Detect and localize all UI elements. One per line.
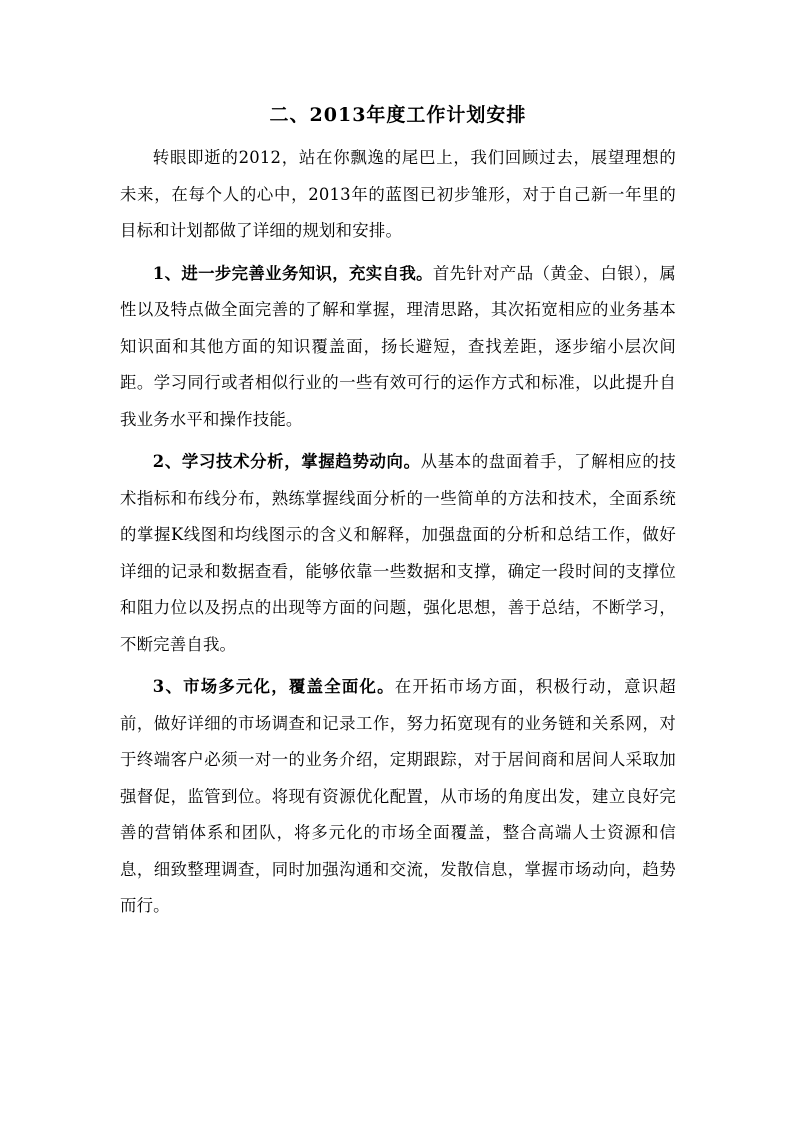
document-title: 二、2013年度工作计划安排 <box>269 104 527 126</box>
document-page <box>120 100 676 925</box>
intro-paragraph: 转眼即逝的2012，站在你飘逸的尾巴上，我们回顾过去，展望理想的未来，在每个人的心中，2013年的蓝图已初步雏形，对于自己新一年里的目标和计划都做了详细的规划和安排。 <box>120 148 676 240</box>
section-1-body: 首先针对产品（黄金、白银），属性以及特点做全面完善的了解和掌握，理清思路，其次拓宽相应的业务基本知识面和其他方面的知识覆盖面，扬长避短，查找差距，逐步缩小层次间距。学习同行或者相似行业的一些有效可行的运作方式和标准，以此提升自我业务水平和操作技能。 <box>120 263 676 429</box>
section-2-paragraph <box>120 444 676 663</box>
section-3-paragraph <box>120 669 676 925</box>
section-1-heading: 1、进一步完善业务知识，充实自我。 <box>152 263 433 283</box>
section-1-paragraph <box>120 256 676 439</box>
section-2-heading: 2、学习技术分析，掌握趋势动向。 <box>152 452 421 471</box>
section-2-body: 从基本的盘面着手，了解相应的技术指标和布线分布，熟练掌握线面分析的一些简单的方法和技术，全面系统的掌握K线图和均线图示的含义和解释，加强盘面的分析和总结工作，做好详细的记录和数据查看，能够依靠一些数据和支撑，确定一段时间的支撑位和阻力位以及拐点的出现等方面的问题，强化思想，善于总结，不断学习，不断完善自我。 <box>120 452 677 654</box>
section-3-body: 在开拓市场方面，积极行动，意识超前，做好详细的市场调查和记录工作，努力拓宽现有的业务链和关系网，对于终端客户必须一对一的业务介绍，定期跟踪，对于居间商和居间人采取加强督促，监管到位。将现有资源优化配置，从市场的角度出发，建立良好完善的营销体系和团队，将多元化的市场全面覆盖，整合高端人士资源和信息，细致整理调查，同时加强沟通和交流，发散信息，掌握市场动向，趋势而行。 <box>120 677 676 915</box>
section-3-heading: 3、市场多元化，覆盖全面化。 <box>152 677 395 696</box>
